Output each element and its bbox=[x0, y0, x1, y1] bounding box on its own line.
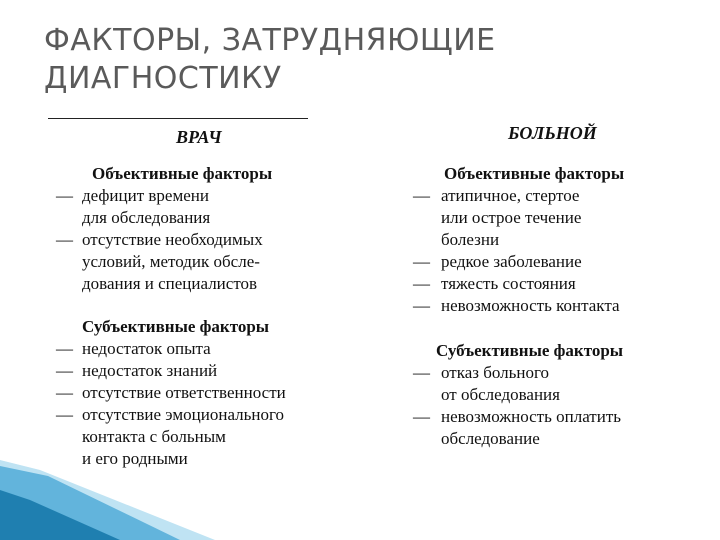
list-item: болезни bbox=[441, 230, 500, 249]
dash-marker: — bbox=[56, 339, 73, 358]
slide-title bbox=[44, 22, 564, 98]
list-item: тяжесть состояния bbox=[441, 274, 576, 293]
title-rule bbox=[48, 118, 308, 119]
dash-marker: — bbox=[413, 252, 430, 271]
dash-marker: — bbox=[413, 296, 430, 315]
dash-marker: — bbox=[413, 407, 430, 426]
dash-marker: — bbox=[56, 405, 73, 424]
dash-marker: — bbox=[413, 186, 430, 205]
list-item: отсутствие эмоционального bbox=[82, 405, 285, 424]
doctor-objective-heading: Объективные факторы bbox=[92, 164, 273, 183]
list-item: атипичное, стертое bbox=[441, 186, 580, 205]
list-item: отсутствие ответственности bbox=[82, 383, 286, 402]
list-item: для обследования bbox=[82, 208, 211, 227]
list-item: дования и специалистов bbox=[82, 274, 258, 293]
corner-ribbon-decoration bbox=[0, 460, 720, 540]
list-item: условий, методик обсле- bbox=[82, 252, 260, 271]
list-item: контакта с больным bbox=[82, 427, 226, 446]
dash-marker: — bbox=[56, 230, 73, 249]
dash-marker: — bbox=[56, 383, 73, 402]
list-item: от обследования bbox=[441, 385, 560, 404]
dash-marker: — bbox=[56, 361, 73, 380]
list-item: отказ больного bbox=[441, 363, 550, 382]
list-item: редкое заболевание bbox=[441, 252, 582, 271]
list-item: невозможность контакта bbox=[441, 296, 620, 315]
patient-subjective-heading: Субъективные факторы bbox=[436, 341, 624, 360]
list-item: и его родными bbox=[82, 449, 188, 468]
list-item: недостаток опыта bbox=[82, 339, 211, 358]
doctor-subjective-heading: Субъективные факторы bbox=[82, 317, 270, 336]
doctor-heading: ВРАЧ bbox=[176, 127, 222, 147]
patient-heading: БОЛЬНОЙ bbox=[508, 123, 597, 143]
list-item: дефицит времени bbox=[82, 186, 209, 205]
dash-marker: — bbox=[56, 186, 73, 205]
dash-marker: — bbox=[413, 363, 430, 382]
patient-objective-heading: Объективные факторы bbox=[444, 164, 625, 183]
title-line-2: ДИАГНОСТИКУ bbox=[44, 61, 282, 96]
dash-marker: — bbox=[413, 274, 430, 293]
list-item: отсутствие необходимых bbox=[82, 230, 263, 249]
list-item: недостаток знаний bbox=[82, 361, 218, 380]
list-item: или острое течение bbox=[441, 208, 582, 227]
list-item: обследование bbox=[441, 429, 540, 448]
list-item: невозможность оплатить bbox=[441, 407, 622, 426]
title-line-1: ФАКТОРЫ, ЗАТРУДНЯЮЩИЕ bbox=[44, 23, 496, 58]
